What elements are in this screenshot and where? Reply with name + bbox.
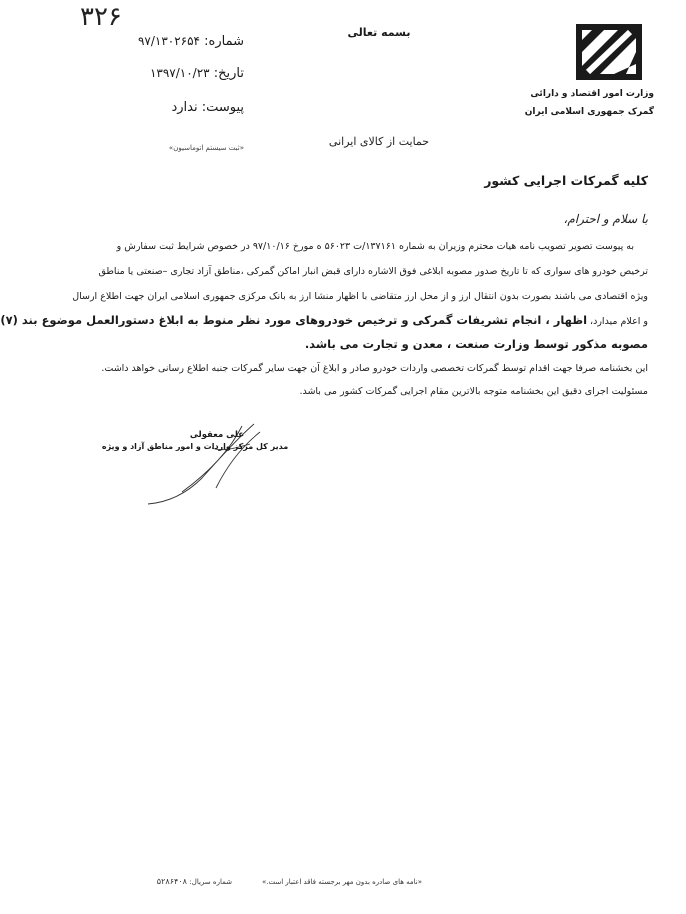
attachment-value: ندارد <box>171 100 198 115</box>
serial-label: شماره سریال: <box>189 878 232 886</box>
serial-number <box>122 877 232 886</box>
letter-date <box>94 66 244 81</box>
footer-note: «نامه های صادره بدون مهر برجسته فاقد اعتبار است.» <box>262 878 422 886</box>
letter-attachment <box>94 100 244 115</box>
serial-value: ۵۲۸۶۴۰۸ <box>156 877 187 886</box>
customs-logo <box>574 22 644 82</box>
closing-line-1: این بخشنامه صرفا جهت اقدام توسط گمرکات تخصصی واردات خودرو صادر و ابلاغ آن جهت سایر گمرکات جنبه اطلاع رسانی خواهد داشت. <box>101 363 648 374</box>
body-line-4-bold: اظهار ، انجام تشریفات گمرکی و ترخیص خودروهای مورد نظر منوط به ابلاغ دستورالعمل موضوع بند (۷) <box>0 313 588 327</box>
handwritten-number: ۳۲۶ <box>80 2 122 32</box>
greeting: با سلام و احترام، <box>563 212 648 226</box>
body-line-1: به پیوست تصویر تصویب نامه هیات محترم وزیران به شماره ۱۳۷۱۶۱/ت ۵۶۰۲۳ ه مورخ ۹۷/۱۰/۱۶ در خصوص شرایط ثبت سفارش و <box>116 241 634 252</box>
body-line-3: ویژه اقتصادی می باشند بصورت بدون انتقال ارز و از محل ارز متقاضی با اظهار منشا ارز به بانک مرکزی جمهوری اسلامی ایران جهت اطلاع ارسال <box>72 291 648 302</box>
org-customs: گمرک جمهوری اسلامی ایران <box>524 107 654 117</box>
body-line-4-prefix: و اعلام میدارد، <box>590 316 648 327</box>
number-value: ۹۷/۱۳۰۲۶۵۴ <box>137 34 201 48</box>
number-label: شماره: <box>204 34 244 49</box>
date-value: ۱۳۹۷/۱۰/۲۳ <box>149 66 210 80</box>
signatory-name: علی معقولی <box>189 430 245 440</box>
body-line-5: مصوبه مذکور توسط وزارت صنعت ، معدن و تجارت می باشد. <box>304 337 648 351</box>
org-ministry: وزارت امور اقتصاد و دارائی <box>530 89 654 99</box>
automation-note: «ثبت سیستم اتوماسیون» <box>168 144 244 152</box>
slogan: حمایت از کالای ایرانی <box>328 135 430 148</box>
letter-number <box>94 34 244 49</box>
closing-line-2: مسئولیت اجرای دقیق این بخشنامه متوجه بالاترین مقام اجرایی گمرکات کشور می باشد. <box>299 386 648 397</box>
signatory-title: مدیر کل مرکز واردات و امور مناطق آزاد و ویژه <box>101 442 289 451</box>
date-label: تاریخ: <box>213 66 244 81</box>
recipient: کلیه گمرکات اجرایی کشور <box>484 173 648 188</box>
attachment-label: پیوست: <box>201 100 244 115</box>
body-line-4 <box>0 313 648 329</box>
body-line-2: ترخیص خودرو های سواری که تا تاریخ صدور مصوبه ابلاغی فوق الاشاره دارای قبض انبار اماکن گمرکی ،مناطق آزاد تجاری –صنعتی یا مناطق <box>98 266 648 277</box>
basmala: بسمه تعالی <box>347 26 411 39</box>
